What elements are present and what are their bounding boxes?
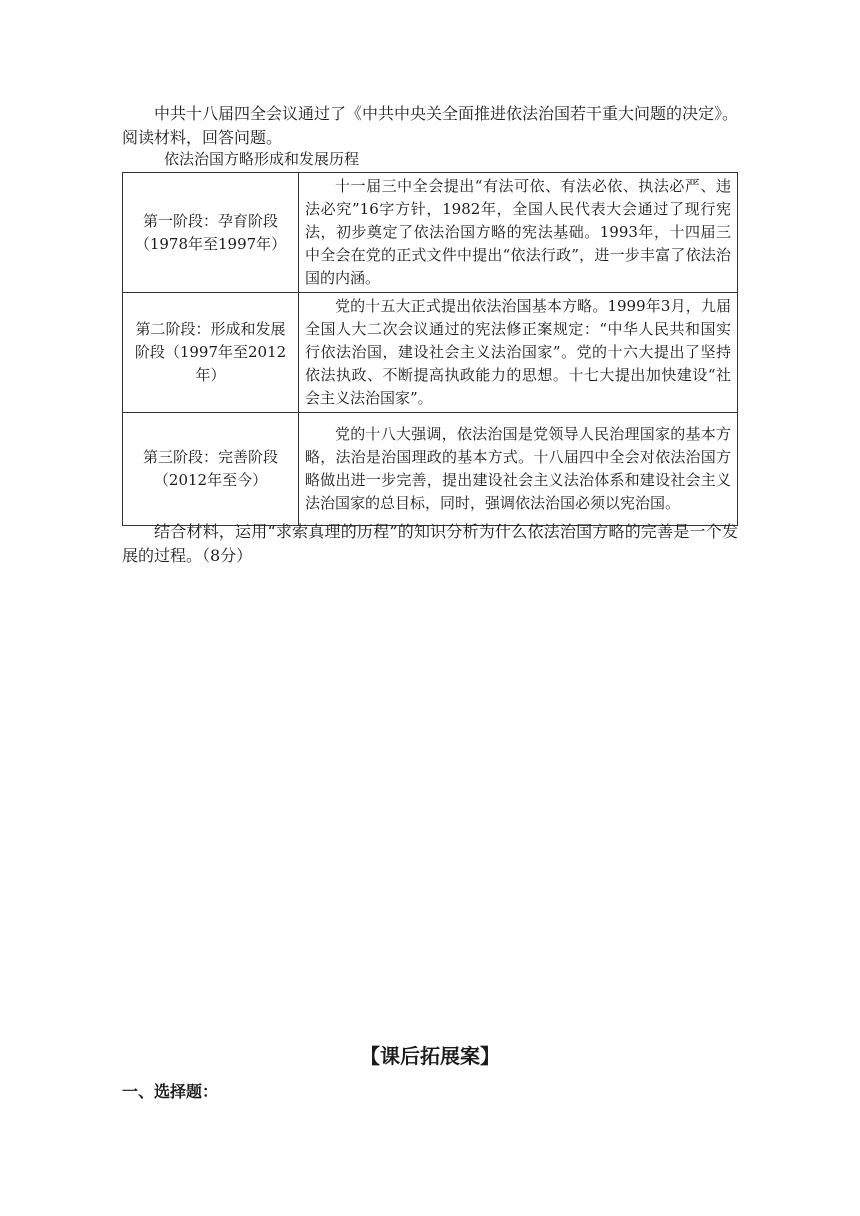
history-table: [122, 172, 738, 526]
question-paragraph: 结合材料，运用“求索真理的历程”的知识分析为什么依法治国方略的完善是一个发展的过程。（8分）: [122, 522, 738, 565]
stage-cell: 第二阶段：形成和发展阶段（1997年至2012年）: [123, 293, 299, 413]
description-cell: 党的十五大正式提出依法治国基本方略。1999年3月，九届全国人大二次会议通过的宪法修正案规定：“中华人民共和国实行依法治国，建设社会主义法治国家”。党的十六大提出了坚持依法执政、不断提高执政能力的思想。十七大提出加快建设“社会主义法治国家”。: [299, 293, 738, 413]
table-row: [123, 413, 738, 526]
stage-cell: 第一阶段：孕育阶段（1978年至1997年）: [123, 173, 299, 293]
table-row: [123, 293, 738, 413]
section-title: 【课后拓展案】: [360, 1044, 500, 1068]
description-cell: 十一届三中全会提出“有法可依、有法必依、执法必严、违法必究”16字方针，1982年，全国人民代表大会通过了现行宪法，初步奠定了依法治国方略的宪法基础。1993年，十四届三中全会在党的正式文件中提出“依法行政”，进一步丰富了依法治国的内涵。: [299, 173, 738, 293]
table-caption: 依法治国方略形成和发展历程: [164, 150, 360, 168]
intro-paragraph: 中共十八届四全会议通过了《中共中央关全面推进依法治国若干重大问题的决定》。阅读材料，回答问题。: [122, 104, 739, 147]
description-cell: 党的十八大强调，依法治国是党领导人民治理国家的基本方略，法治是治国理政的基本方式。十八届四中全会对依法治国方略做出进一步完善，提出建设社会主义法治体系和建设社会主义法治国家的总目标，同时，强调依法治国必须以宪治国。: [299, 413, 738, 526]
subsection-title: 一、选择题：: [122, 1082, 219, 1101]
stage-cell: 第三阶段：完善阶段（2012年至今）: [123, 413, 299, 526]
table-row: [123, 173, 738, 293]
